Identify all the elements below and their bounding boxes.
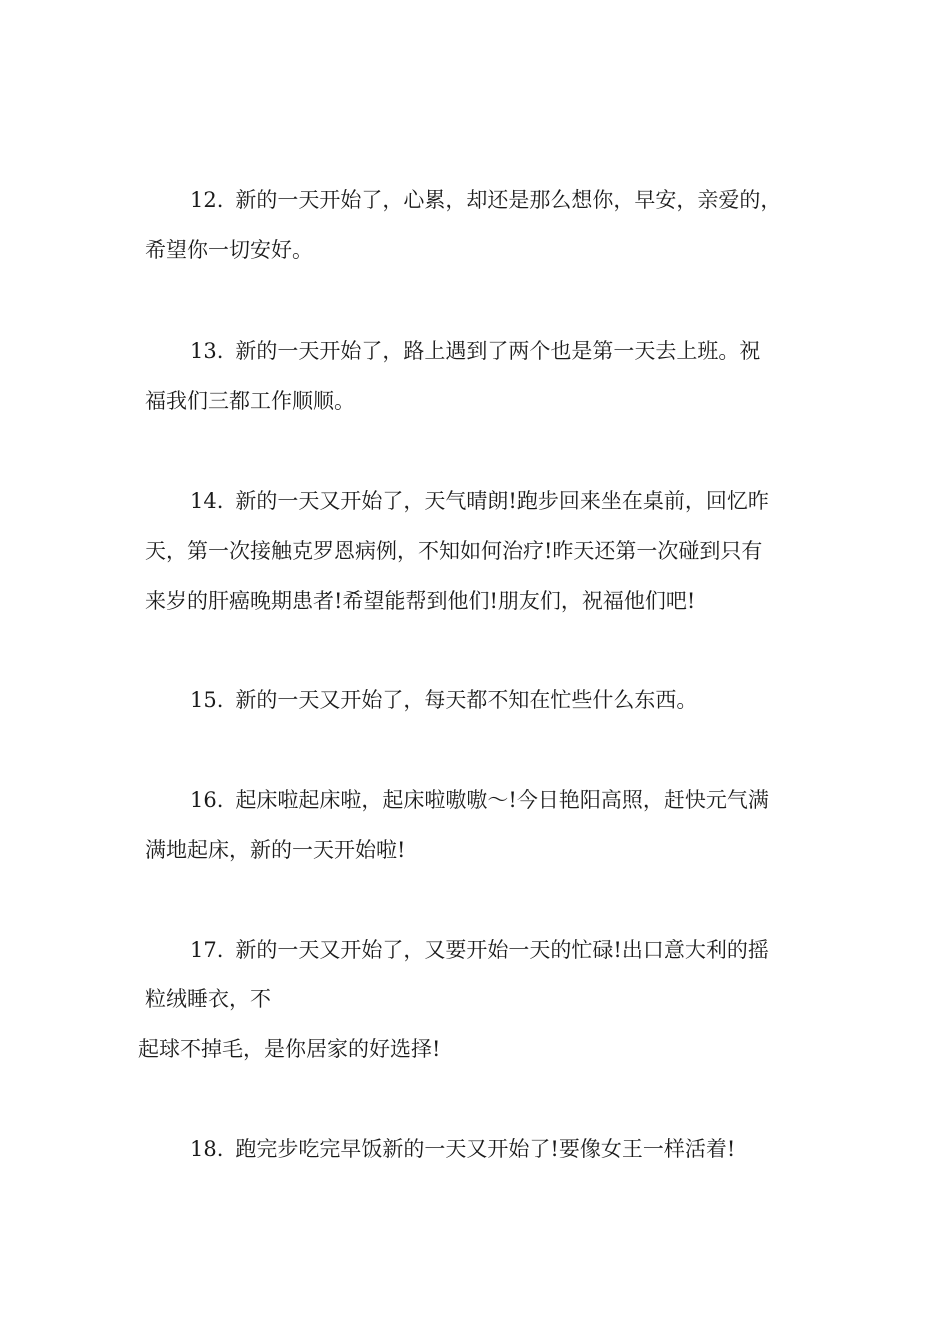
paragraph-14-text-1: 新的一天又开始了，天气晴朗!跑步回来坐在桌前，回忆昨 xyxy=(235,489,769,513)
paragraph-15-line-1 xyxy=(190,686,697,714)
paragraph-16-text-1: 起床啦起床啦，起床啦嗷嗷～!今日艳阳高照，赶快元气满 xyxy=(235,788,769,812)
paragraph-12-text-2: 希望你一切安好。 xyxy=(145,238,313,262)
paragraph-18-line-1 xyxy=(190,1135,735,1163)
paragraph-14-number: 14. xyxy=(190,489,224,513)
paragraph-17-line-1 xyxy=(190,936,769,964)
paragraph-17-line-3 xyxy=(138,1035,440,1063)
paragraph-12-line-1 xyxy=(190,186,781,214)
paragraph-12-line-2 xyxy=(145,236,313,264)
paragraph-14-line-2 xyxy=(145,537,762,565)
paragraph-17-text-3: 起球不掉毛，是你居家的好选择! xyxy=(138,1037,441,1061)
paragraph-16-number: 16. xyxy=(190,788,224,812)
paragraph-13-text-2: 福我们三都工作顺顺。 xyxy=(145,389,355,413)
paragraph-14-line-1 xyxy=(190,487,769,515)
paragraph-14-line-3 xyxy=(145,587,695,615)
paragraph-13-line-1 xyxy=(190,337,760,365)
paragraph-18-text-1: 跑完步吃完早饭新的一天又开始了!要像女王一样活着! xyxy=(235,1137,736,1161)
paragraph-15-text-1: 新的一天又开始了，每天都不知在忙些什么东西。 xyxy=(235,688,698,712)
paragraph-18-number: 18. xyxy=(190,1137,224,1161)
paragraph-16-text-2: 满地起床，新的一天开始啦! xyxy=(145,838,406,862)
paragraph-14-text-2: 天，第一次接触克罗恩病例，不知如何治疗!昨天还第一次碰到只有 xyxy=(145,539,763,563)
paragraph-12-number: 12. xyxy=(190,188,224,212)
paragraph-12-text-1: 新的一天开始了，心累，却还是那么想你，早安，亲爱的， xyxy=(235,188,782,212)
paragraph-15-number: 15. xyxy=(190,688,224,712)
paragraph-16-line-2 xyxy=(145,836,405,864)
paragraph-17-number: 17. xyxy=(190,938,224,962)
paragraph-17-text-2: 粒绒睡衣，不 xyxy=(145,987,271,1011)
paragraph-13-number: 13. xyxy=(190,339,224,363)
paragraph-17-text-1: 新的一天又开始了，又要开始一天的忙碌!出口意大利的摇 xyxy=(235,938,769,962)
paragraph-16-line-1 xyxy=(190,786,769,814)
paragraph-13-text-1: 新的一天开始了，路上遇到了两个也是第一天去上班。祝 xyxy=(235,339,761,363)
paragraph-14-text-3: 来岁的肝癌晚期患者!希望能帮到他们!朋友们，祝福他们吧! xyxy=(145,589,696,613)
paragraph-13-line-2 xyxy=(145,387,355,415)
paragraph-17-line-2 xyxy=(145,985,271,1013)
